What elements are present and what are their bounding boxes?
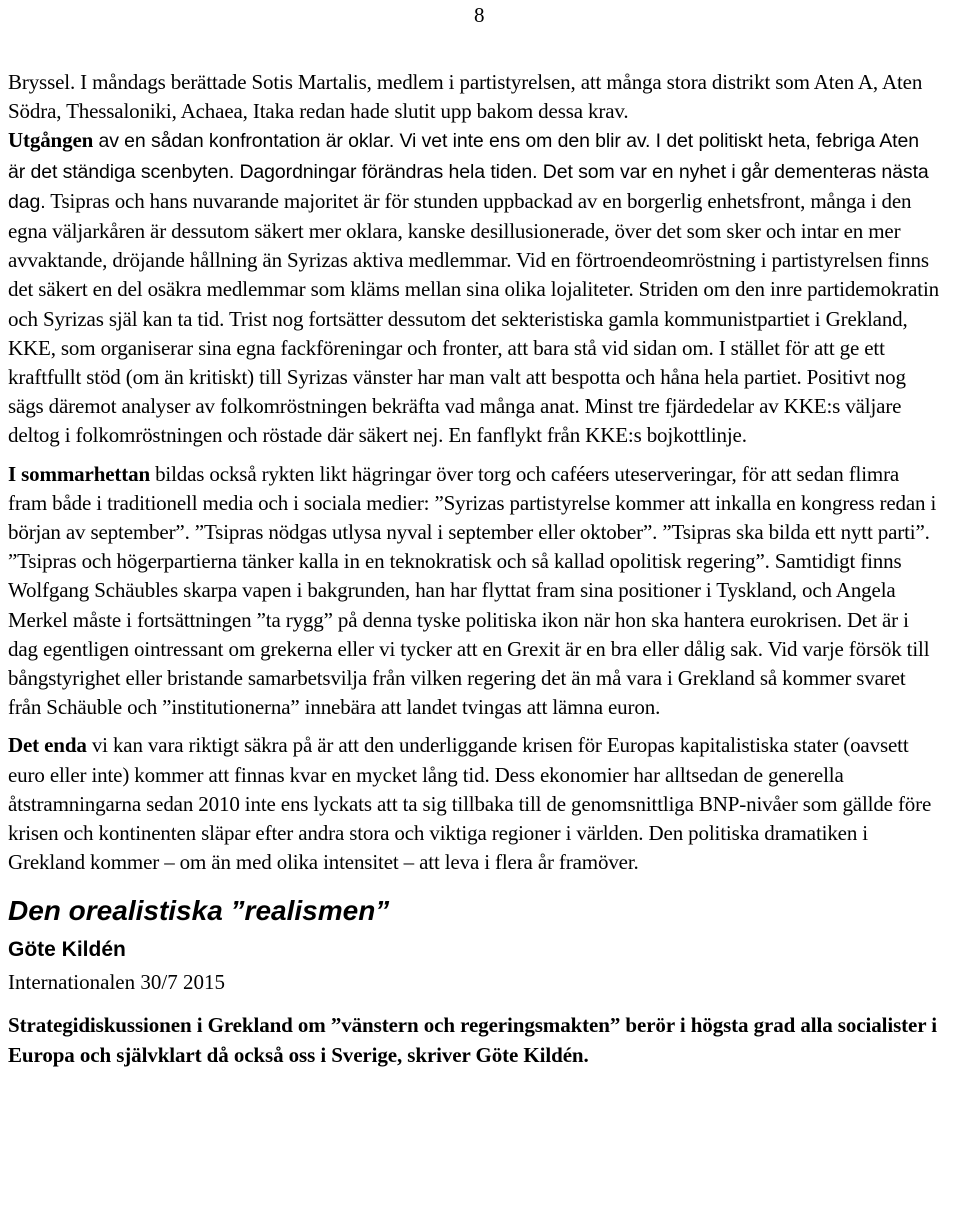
paragraph-text: bildas också rykten likt hägringar över torg och caféers uteserveringar, för att sedan flimra fram både i traditionell media och i sociala medier: ”Syrizas partistyrelse kommer att inkalla en kongress redan i början av september”. ”Tsipras nödgas utlysa nyval i september eller oktober”. ”Tsipras ska bilda ett nytt parti”. ”Tsipras och högerpartierna tänker kalla in en teknokratisk och så kallad opolitisk regering”. Samtidigt finns Wolfgang Schäubles skarpa vapen i bakgrunden, han har flyttat fram sina positioner i Tyskland, och Angela Merkel måste i fortsättningen ”ta rygg” på denna tyske politiska ikon när hon ska hantera eurokrisen. Det är i dag egentligen ointressant om grekerna eller vi tycker att en Grexit är en bra eller dålig sak. Vid varje försök till bångstyrighet eller bristande samarbetsvilja från vilken regering det än må vara i Grekland så kommer svaret från Schäuble och ”institutionerna” innebära att landet tvingas att lämna euron. <box>8 461 937 720</box>
paragraph-lead: Utgången <box>8 128 94 153</box>
article-source: Internationalen 30/7 2015 <box>8 970 225 995</box>
paragraph-utgangen <box>8 126 940 450</box>
paragraph-lead: I sommarhettan <box>8 461 150 486</box>
page-number: 8 <box>474 3 485 27</box>
paragraph-text: Bryssel. I måndags berättade Sotis Martalis, medlem i partistyrelsen, att många stora distrikt som Aten A, Aten Södra, Thessaloniki, Achaea, Itaka redan hade slutit upp bakom dessa krav. <box>8 70 923 124</box>
paragraph-sans-text: av en sådan konfrontation är oklar. Vi vet inte ens om den blir av. I det politiskt heta, febriga Aten är det ständiga scenbyten. Dagordningar förändras hela tiden. Det som var en nyhet i går dementeras nästa dag. <box>8 130 929 213</box>
article-title: Den orealistiska ”realismen” <box>8 895 390 927</box>
paragraph-sommarhettan <box>8 460 940 723</box>
paragraph-text: Tsipras och hans nuvarande majoritet är för stunden uppbackad av en borgerlig enhetsfront, många i den egna väljarkåren är dessutom säkert mer oklara, kanske desillusionerade, över det som sker och intar en mer avvaktande, dröjande hållning än Syrizas aktiva medlemmar. Vid en förtroendeomröstning i partistyrelsen finns det säkert en del osäkra medlemmar som kläms mellan sina olika lojaliteter. Striden om den inre partidemokratin och Syrizas själ kan ta tid. Trist nog fortsätter dessutom det sekteristiska gamla kommunistpartiet i Grekland, KKE, som organiserar sina egna fackföreningar och fronter, att bara stå vid sidan om. I stället för att ge ett kraftfullt stöd (om än kritiskt) till Syrizas vänster har man valt att bespotta och håna hela partiet. Positivt nog sägs däremot analyser av folkomröstningen bekräfta vad många anat. Minst tre fjärdedelar av KKE:s väljare deltog i folkomröstningen och röstade där säkert nej. En fanflykt från KKE:s bojkottlinje. <box>8 188 939 448</box>
paragraph-lead: Det enda <box>8 733 87 758</box>
article-ingress: Strategidiskussionen i Grekland om ”vänstern och regeringsmakten” berör i högsta grad alla socialister i Europa och självklart då också oss i Sverige, skriver Göte Kildén. <box>8 1013 937 1067</box>
paragraph-det-enda <box>8 731 940 877</box>
paragraph-bryssel <box>8 68 940 126</box>
paragraph-text: vi kan vara riktigt säkra på är att den underliggande krisen för Europas kapitalistiska stater (oavsett euro eller inte) kommer att finnas kvar en mycket lång tid. Dess ekonomier har alltsedan de generella åtstramningarna sedan 2010 inte ens lyckats att ta sig tillbaka till de genomsnittliga BNP-nivåer som gällde före krisen och kontinenten släpar efter andra stora och viktiga regioner i världen. Den politiska dramatiken i Grekland kommer – om än med olika intensitet – att leva i flera år framöver. <box>8 733 932 875</box>
document-body <box>8 68 940 1070</box>
article-author: Göte Kildén <box>8 938 126 962</box>
